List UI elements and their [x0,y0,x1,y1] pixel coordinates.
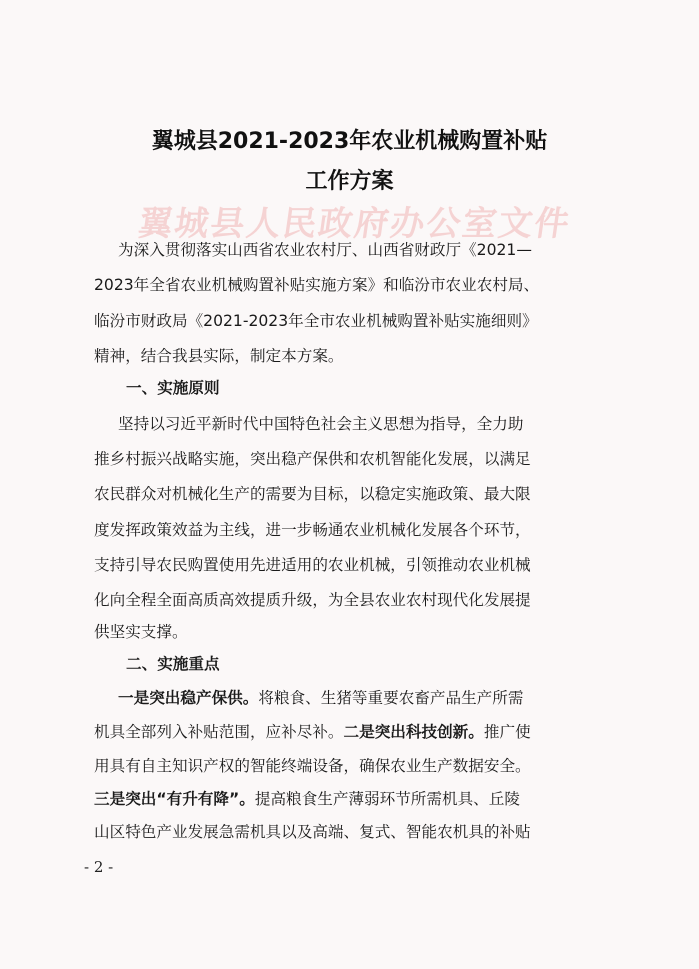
body-line: 农民群众对机械化生产的需要为目标，以稳定实施政策、最大限 [94,485,531,503]
body-line: 为深入贯彻落实山西省农业农村厅、山西省财政厅《2021— [118,241,532,259]
body-text: 将粮食、生猪等重要农畜产品生产所需 [258,689,524,707]
section-heading: 二、实施重点 [126,655,220,673]
section-heading: 一、实施原则 [126,379,220,397]
body-text: 机具全部列入补贴范围，应补尽补。 [94,723,344,741]
document-subtitle: 工作方案 [305,169,394,194]
body-line: 用具有自主知识产权的智能终端设备，确保农业生产数据安全。 [94,757,531,775]
body-line [118,686,523,708]
body-line: 化向全程全面高质高效提质升级，为全县农业农村现代化发展提 [94,591,531,609]
body-text: 推广使 [483,723,531,741]
document-title: 翼城县2021-2023年农业机械购置补贴 [151,129,548,154]
body-line: 供坚实支撑。 [94,623,188,641]
body-line: 临汾市财政局《2021-2023年全市农业机械购置补贴实施细则》 [94,312,538,330]
body-text: 提高粮食生产薄弱环节所需机具、丘陵 [254,790,520,808]
body-line [94,787,520,809]
body-line: 2023年全省农业机械购置补贴实施方案》和临汾市农业农村局、 [94,276,540,294]
body-line [94,720,531,742]
body-line: 坚持以习近平新时代中国特色社会主义思想为指导，全力助 [118,415,524,433]
body-line: 精神，结合我县实际，制定本方案。 [94,347,344,365]
body-line: 支持引导农民购置使用先进适用的农业机械，引领推动农业机械 [94,556,531,574]
emphasis-text: 二是突出科技创新。 [343,723,484,741]
seal-watermark: 翼城县人民政府办公室文件 [135,204,574,244]
body-line: 山区特色产业发展急需机具以及高端、复式、智能农机具的补贴 [94,823,531,841]
emphasis-text: 三是突出“有升有降”。 [94,790,255,808]
page-number: - 2 - [84,858,114,876]
body-line: 推乡村振兴战略实施，突出稳产保供和农机智能化发展，以满足 [94,450,531,468]
body-line: 度发挥政策效益为主线，进一步畅通农业机械化发展各个环节， [94,521,531,539]
emphasis-text: 一是突出稳产保供。 [118,689,259,707]
